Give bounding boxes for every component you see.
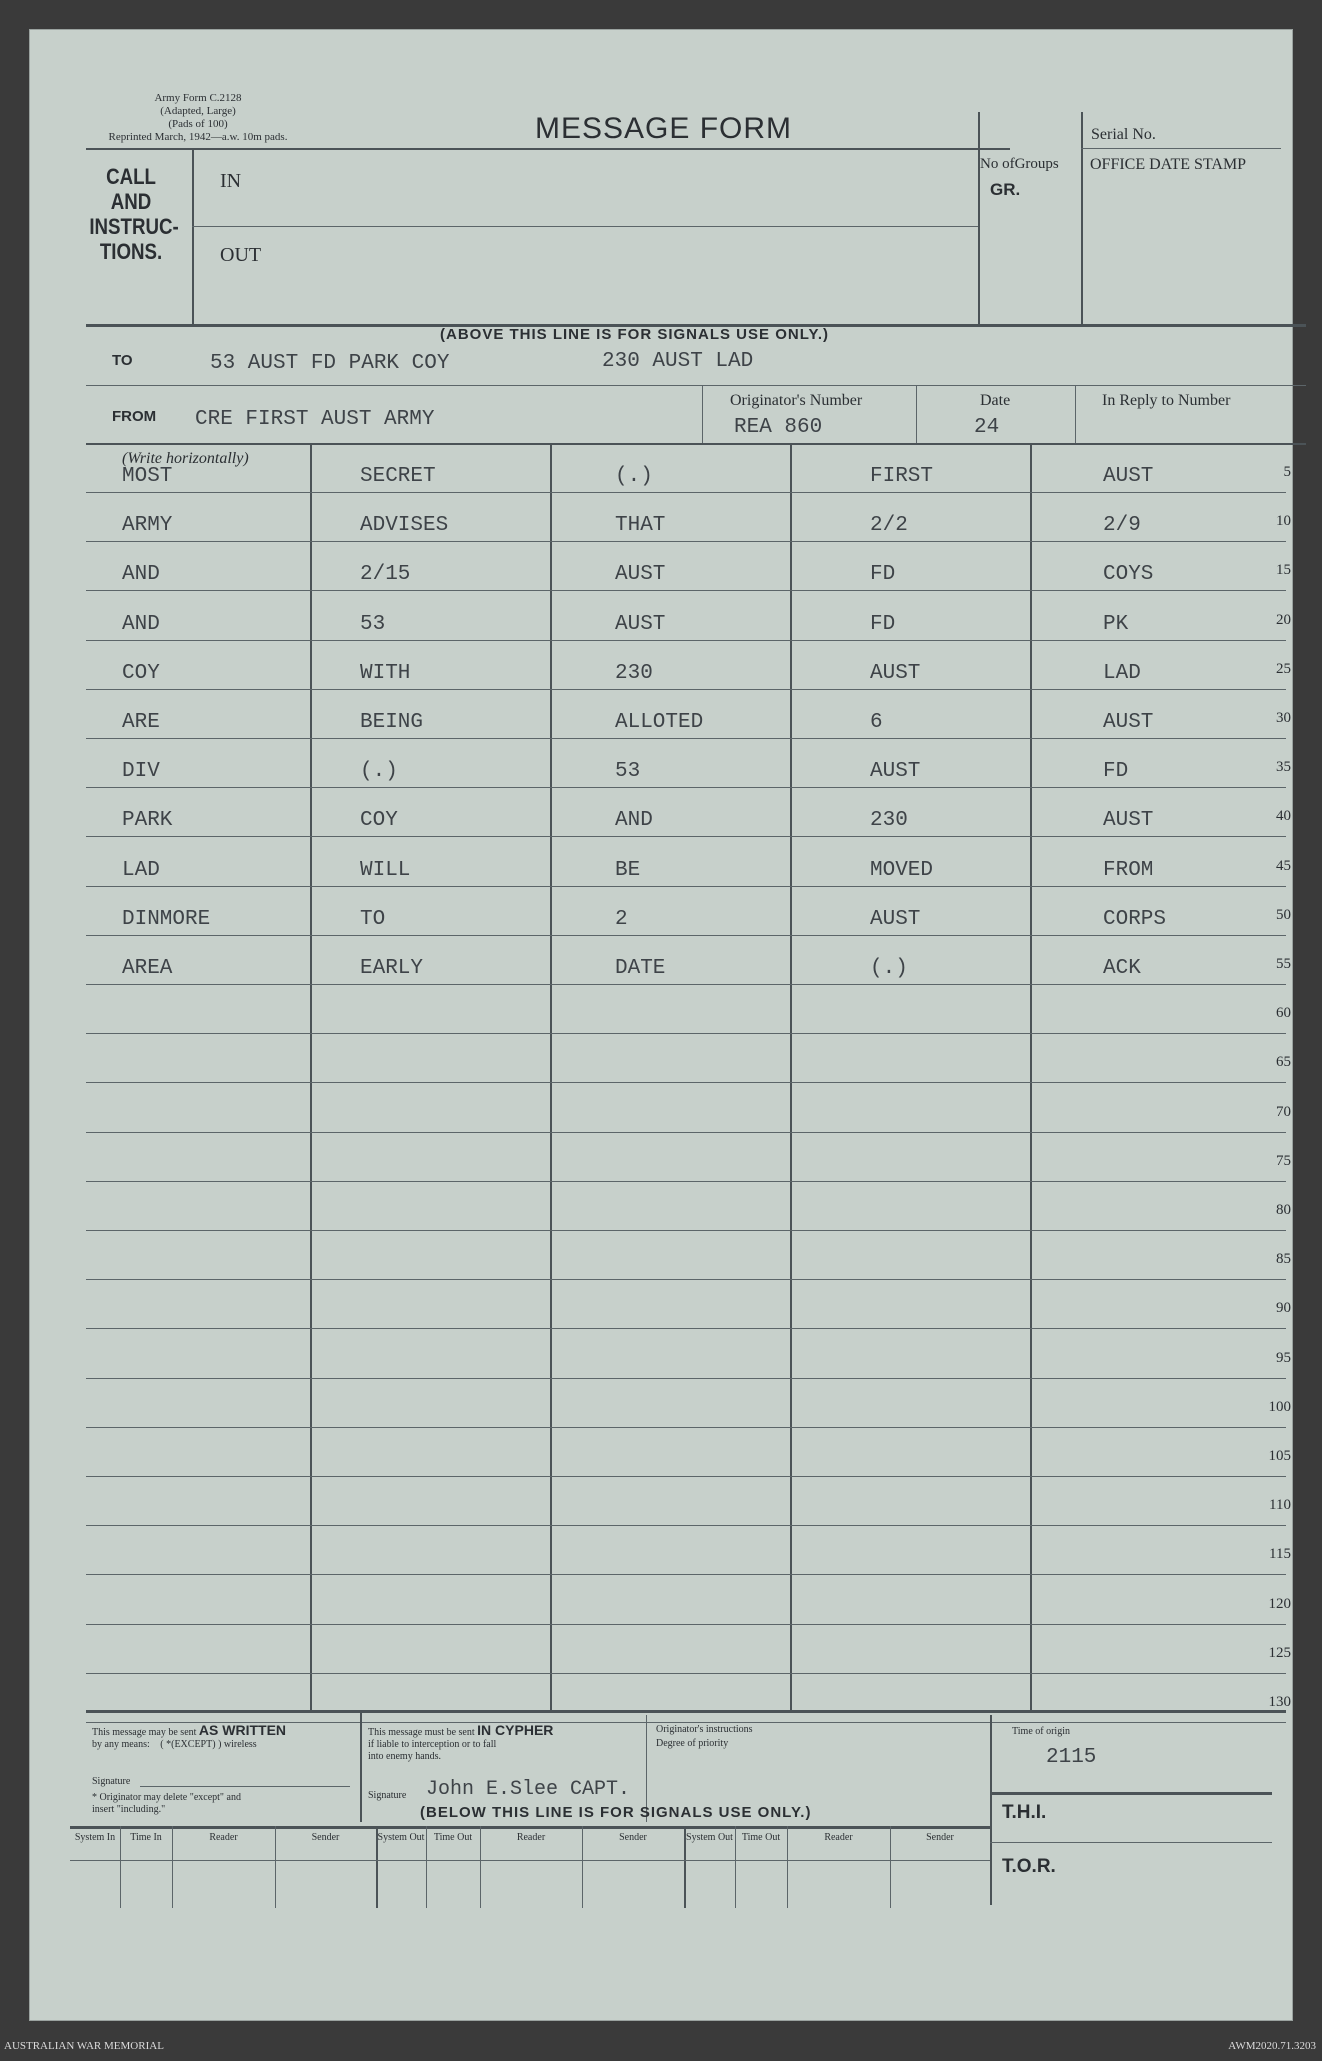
date-label: Date [980, 392, 1011, 409]
form-title: MESSAGE FORM [535, 112, 793, 145]
row-number: 30 [1276, 710, 1291, 726]
to-label: TO [112, 352, 133, 369]
footer-right: AWM2020.71.3203 [1228, 2040, 1316, 2052]
date-value: 24 [974, 416, 1000, 439]
row-number: 80 [1276, 1202, 1291, 1218]
row-number: 60 [1276, 1005, 1291, 1021]
out-label: OUT [220, 244, 262, 266]
message-word: COY [360, 809, 398, 832]
message-word: (.) [870, 957, 908, 980]
row-number: 130 [1268, 1694, 1291, 1710]
signal-col-label: Sender [619, 1832, 647, 1843]
message-word: TO [360, 908, 386, 931]
signal-col-label: System Out [686, 1832, 733, 1843]
below-line-note: (BELOW THIS LINE IS FOR SIGNALS USE ONLY.) [420, 1804, 812, 1821]
form-pads: (Pads of 100) [168, 118, 228, 130]
message-word: CORPS [1103, 908, 1167, 931]
row-number: 95 [1276, 1350, 1291, 1366]
row-number: 5 [1283, 464, 1291, 480]
row-number: 100 [1268, 1399, 1291, 1415]
degree-priority: Degree of priority [656, 1738, 729, 1749]
message-word: DATE [615, 957, 666, 980]
message-word: AUST [870, 908, 921, 931]
time-origin-value: 2115 [1046, 1746, 1097, 1769]
as-written-block: This message may be sent AS WRITTEN by any means: ( *(EXCEPT) ) wireless [92, 1722, 287, 1750]
from-label: FROM [112, 408, 157, 425]
signature-label-2: Signature [368, 1790, 407, 1801]
signature-label-1: Signature [92, 1776, 131, 1787]
message-word: 6 [870, 711, 883, 734]
signal-col-label: System Out [377, 1832, 425, 1843]
message-word: AUST [615, 563, 666, 586]
to-value-1: 53 AUST FD PARK COY [210, 352, 450, 375]
cypher-block: This message must be sent IN CYPHER if liable to interception or to fall into enemy hands. [368, 1722, 554, 1762]
row-number: 125 [1268, 1645, 1291, 1661]
tor-label: T.O.R. [1002, 1856, 1056, 1877]
row-number: 85 [1276, 1251, 1291, 1267]
row-number: 40 [1276, 808, 1291, 824]
message-word: 230 [615, 662, 653, 685]
message-word: WITH [360, 662, 411, 685]
message-word: WILL [360, 859, 411, 882]
message-word: AUST [1103, 465, 1154, 488]
message-form-sheet [30, 30, 1292, 2020]
message-word: FD [870, 613, 896, 636]
row-number: 50 [1276, 907, 1291, 923]
message-word: PARK [122, 809, 173, 832]
serial-label: Serial No. [1091, 126, 1156, 143]
message-word: 53 [360, 613, 386, 636]
message-word: DINMORE [122, 908, 211, 931]
message-word: ACK [1103, 957, 1141, 980]
message-word: (.) [360, 760, 398, 783]
signal-col-label: Time Out [433, 1832, 473, 1843]
message-word: MOST [122, 465, 173, 488]
message-word: BE [615, 859, 641, 882]
originator-number-label: Originator's Number [730, 392, 863, 409]
message-word: AND [615, 809, 653, 832]
in-label: IN [220, 170, 242, 192]
signal-col-label: Time Out [741, 1832, 781, 1843]
row-number: 45 [1276, 858, 1291, 874]
call-instructions-label: CALL AND INSTRUC- TIONS. [89, 164, 179, 264]
message-word: FIRST [870, 465, 934, 488]
message-word: DIV [122, 760, 160, 783]
form-number: Army Form C.2128 [154, 92, 242, 104]
above-line-note: (ABOVE THIS LINE IS FOR SIGNALS USE ONLY.) [440, 326, 829, 343]
signal-col-label: Reader [209, 1832, 238, 1843]
row-number: 110 [1269, 1497, 1291, 1513]
originator-note: * Originator may delete "except" and insert "including." [92, 1792, 241, 1815]
row-number: 90 [1276, 1300, 1291, 1316]
message-word: FD [870, 563, 896, 586]
thi-label: T.H.I. [1002, 1802, 1047, 1823]
row-number: 120 [1268, 1596, 1291, 1612]
from-value: CRE FIRST AUST ARMY [195, 408, 435, 431]
message-word: AND [122, 563, 160, 586]
message-word: LAD [1103, 662, 1141, 685]
form-reprint: Reprinted March, 1942—a.w. 10m pads. [108, 131, 288, 143]
row-number: 15 [1276, 562, 1291, 578]
row-number: 105 [1268, 1448, 1291, 1464]
message-word: COYS [1103, 563, 1154, 586]
message-word: LAD [122, 859, 160, 882]
signature-value: John E.Slee CAPT. [426, 1778, 631, 1801]
message-word: AUST [1103, 809, 1154, 832]
message-word: 53 [615, 760, 641, 783]
row-number: 55 [1276, 956, 1291, 972]
message-word: 2/15 [360, 563, 411, 586]
to-value-2: 230 AUST LAD [602, 350, 754, 373]
row-number: 25 [1276, 661, 1291, 677]
message-word: AND [122, 613, 160, 636]
message-word: ARE [122, 711, 160, 734]
row-number: 115 [1269, 1546, 1291, 1562]
message-word: AUST [1103, 711, 1154, 734]
signal-col-label: Time In [130, 1832, 162, 1843]
reply-label: In Reply to Number [1102, 392, 1231, 409]
message-word: AUST [870, 662, 921, 685]
signal-col-label: Sender [926, 1832, 954, 1843]
row-number: 35 [1276, 759, 1291, 775]
message-word: AUST [870, 760, 921, 783]
form-meta [88, 92, 308, 144]
message-word: MOVED [870, 859, 934, 882]
signal-col-label: Reader [516, 1832, 546, 1843]
signal-col-label: Sender [311, 1832, 340, 1843]
message-word: AREA [122, 957, 173, 980]
signal-col-label: Reader [824, 1832, 853, 1843]
row-number: 65 [1276, 1054, 1291, 1070]
message-word: 2/9 [1103, 514, 1141, 537]
footer-left: AUSTRALIAN WAR MEMORIAL [4, 2040, 164, 2052]
message-word: SECRET [360, 465, 436, 488]
message-word: 2/2 [870, 514, 908, 537]
message-word: ADVISES [360, 514, 449, 537]
message-word: FD [1103, 760, 1129, 783]
message-word: EARLY [360, 957, 424, 980]
message-word: ALLOTED [615, 711, 704, 734]
form-adapted: (Adapted, Large) [160, 105, 236, 117]
message-word: PK [1103, 613, 1129, 636]
message-word: THAT [615, 514, 666, 537]
message-word: 230 [870, 809, 908, 832]
originator-number: REA 860 [734, 416, 823, 439]
originator-instructions: Originator's instructions [656, 1724, 753, 1735]
message-word: COY [122, 662, 160, 685]
message-word: BEING [360, 711, 424, 734]
groups-value: GR. [990, 180, 1021, 199]
message-word: AUST [615, 613, 666, 636]
message-word: ARMY [122, 514, 173, 537]
row-number: 75 [1276, 1153, 1291, 1169]
message-word: (.) [615, 465, 653, 488]
row-number: 70 [1276, 1104, 1291, 1120]
row-number: 10 [1276, 513, 1291, 529]
time-origin-label: Time of origin [1012, 1726, 1070, 1737]
signal-col-label: System In [74, 1832, 116, 1843]
message-word: 2 [615, 908, 628, 931]
stamp-label: OFFICE DATE STAMP [1090, 156, 1247, 173]
row-number: 20 [1276, 612, 1291, 628]
groups-label: No ofGroups [980, 156, 1059, 172]
message-word: FROM [1103, 859, 1154, 882]
write-horizontally-label: (Write horizontally) [122, 450, 249, 467]
